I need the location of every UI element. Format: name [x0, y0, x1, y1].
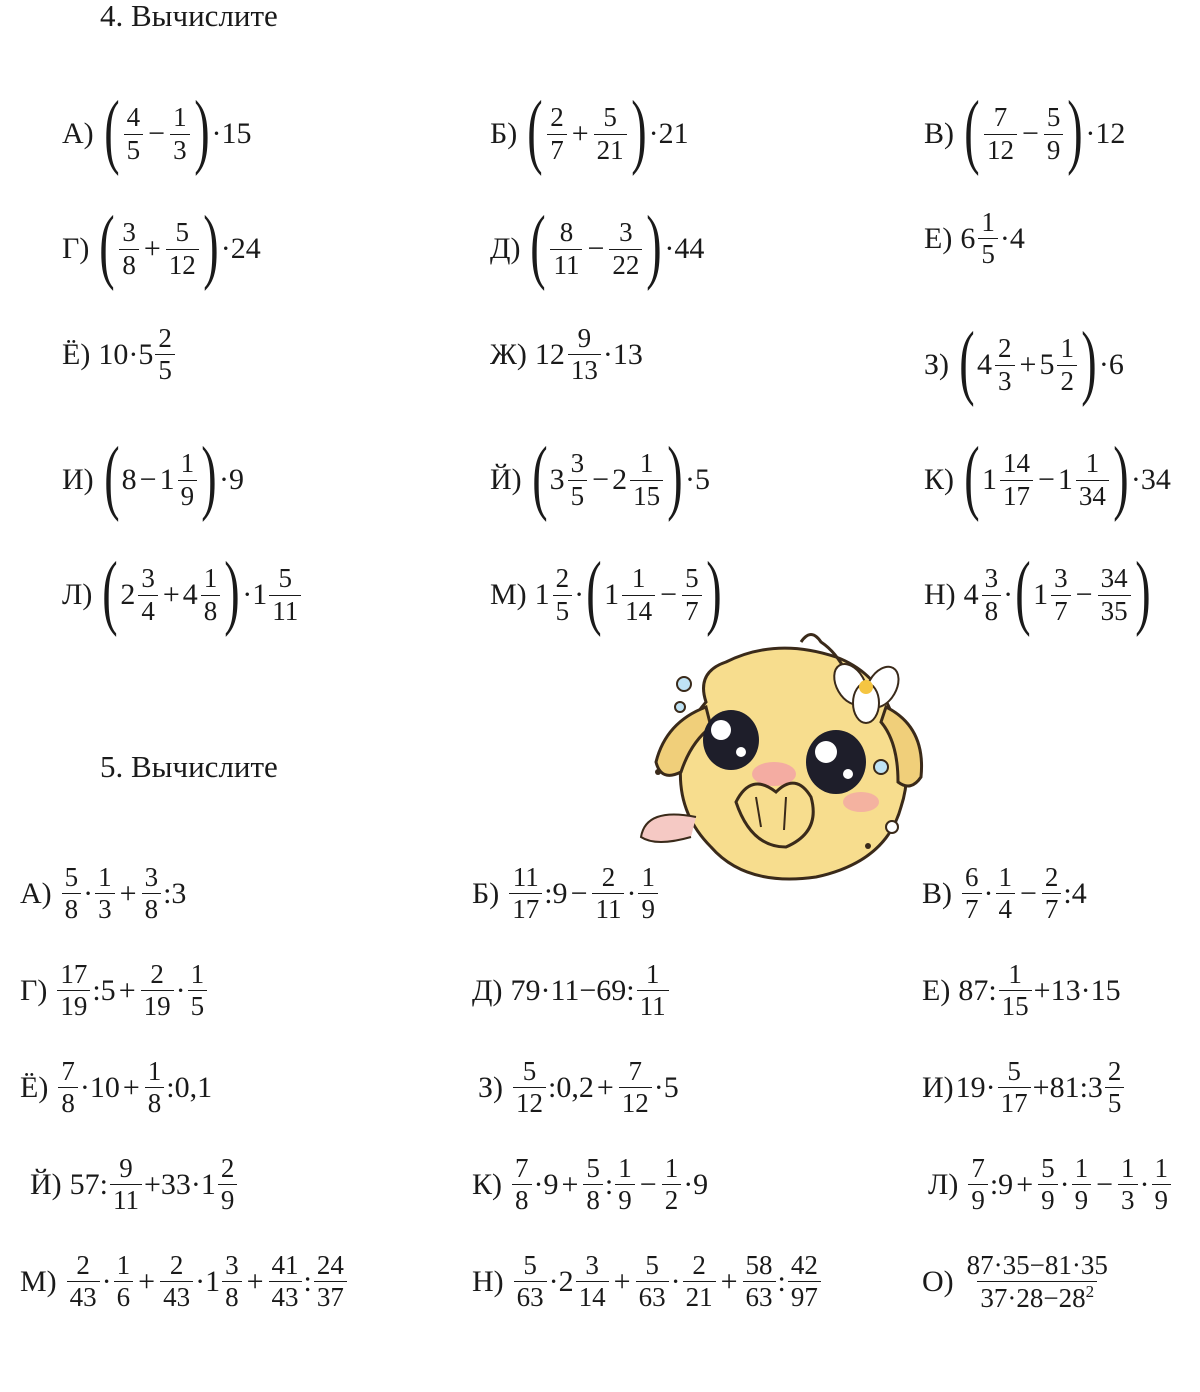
problem-label: З) [924, 348, 950, 381]
problem-5d: Г) $\frac{17}{19}$ :5 + $\frac{2}{19}$ · $\frac{1}{5}$ [20, 959, 209, 1022]
problem-4l: К) ( 1 $\frac{14}{17}$ − 1 $\frac{1}{34}$ ) ·34 [924, 430, 1171, 523]
problem-label: Г) [62, 232, 90, 265]
problem-5j: Й) 57: $\frac{9}{11}$ +33·1 $\frac{2}{9}$ [30, 1153, 239, 1216]
section5-title: 5. Вычислите [100, 749, 278, 784]
problem-label: М) [20, 1264, 57, 1298]
problem-5e: Д) 79·11−69: $\frac{1}{11}$ [472, 959, 671, 1022]
problem-label: В) [924, 117, 954, 150]
problem-label: З) [478, 1070, 504, 1104]
problem-label: Ё) [62, 337, 91, 371]
problem-label: К) [472, 1167, 502, 1201]
problem-5a: А) $\frac{5}{8}$ · $\frac{1}{3}$ + $\frac{3}{8}$ :3 [20, 862, 187, 925]
problem-4g: Ё) 10·5 $\frac{2}{5}$ [62, 323, 177, 386]
problem-5f: Е) 87: $\frac{1}{15}$ +13·15 [922, 959, 1121, 1022]
problem-label: Е) [922, 973, 951, 1007]
problem-label: Ж) [490, 337, 527, 371]
problem-label: Г) [20, 973, 48, 1007]
problem-label: Л) [62, 578, 93, 611]
problem-4n: М) 1 $\frac{2}{5}$ · ( 1 $\frac{1}{14}$ − $\frac{5}{7}$ ) [490, 545, 722, 638]
problem-4k: Й) ( 3 $\frac{3}{5}$ − 2 $\frac{1}{15}$ ) ·5 [490, 430, 711, 523]
problem-5i: И) 19· $\frac{5}{17}$ +81:3 $\frac{2}{5}$ [922, 1056, 1126, 1119]
problem-label: В) [922, 876, 952, 910]
problem-4o: Н) 4 $\frac{3}{8}$ · ( 1 $\frac{3}{7}$ − $\frac{34}{35}$ ) [924, 545, 1151, 638]
problem-5l: Л) $\frac{7}{9}$ :9 + $\frac{5}{9}$ · $\frac{1}{9}$ − $\frac{1}{3}$ · $\frac{1}{9}$ [928, 1153, 1173, 1216]
problem-label: Е) [924, 221, 953, 255]
problem-4e: Д) ( $\frac{8}{11}$ − $\frac{3}{22}$ ) ·44 [490, 199, 705, 292]
problem-label: Н) [472, 1264, 504, 1298]
problem-4d: Г) ( $\frac{3}{8}$ + $\frac{5}{12}$ ) ·24 [62, 199, 261, 292]
crying-puppy-sticker-icon [636, 632, 936, 892]
problem-5c: В) $\frac{6}{7}$ · $\frac{1}{4}$ − $\frac{2}{7}$ :4 [922, 862, 1087, 925]
problem-label: Л) [928, 1167, 959, 1201]
problem-4b: Б) ( $\frac{2}{7}$ + $\frac{5}{21}$ ) ·21 [490, 84, 689, 177]
problem-5k: К) $\frac{7}{8}$ ·9 + $\frac{5}{8}$ : $\frac{1}{9}$ − $\frac{1}{2}$ ·9 [472, 1153, 709, 1216]
problem-label: М) [490, 578, 527, 611]
problem-5h: З) $\frac{5}{12}$ :0,2 + $\frac{7}{12}$ ·5 [478, 1056, 679, 1119]
problem-4a: А) ( $\frac{4}{5}$ − $\frac{1}{3}$ ) ·15 [62, 84, 252, 177]
problem-label: Й) [490, 463, 522, 496]
problem-label: Д) [490, 232, 521, 265]
problem-label: Д) [472, 973, 503, 1007]
problem-label: Н) [924, 578, 956, 611]
problem-label: А) [62, 117, 94, 150]
problem-5g: Ё) $\frac{7}{8}$ ·10 + $\frac{1}{8}$ :0,1 [20, 1056, 213, 1119]
problem-4f: Е) 6 $\frac{1}{5}$ ·4 [924, 207, 1025, 270]
problem-4m: Л) ( 2 $\frac{3}{4}$ + 4 $\frac{1}{8}$ ) ·1 $\frac{5}{11}$ [62, 553, 303, 637]
problem-label: О) [922, 1265, 954, 1299]
problem-label: А) [20, 876, 52, 910]
problem-label: Б) [472, 876, 500, 910]
problem-label: И) [62, 463, 94, 496]
problem-5b: Б) $\frac{11}{17}$ :9 − $\frac{2}{11}$ · $\frac{1}{9}$ [472, 862, 660, 925]
problem-5m: М) $\frac{2}{43}$ · $\frac{1}{6}$ + $\frac{2}{43}$ ·1 $\frac{3}{8}$ + $\frac{41}{43}$ : $\frac{24}{37}$ [20, 1250, 349, 1313]
problem-label: К) [924, 463, 954, 496]
problem-label: Й) [30, 1167, 62, 1201]
problem-5o: О) $\frac{87\cdot 35-81\cdot 35}{37\cdot 28-28^2}$ [922, 1250, 1108, 1314]
problem-label: Ё) [20, 1070, 49, 1104]
problem-label: Б) [490, 117, 518, 150]
problem-label: И) [922, 1070, 954, 1104]
problem-5n: Н) $\frac{5}{63}$ ·2 $\frac{3}{14}$ + $\frac{5}{63}$ · $\frac{2}{21}$ + $\frac{58}{63}$ : $\frac{42}{97}$ [472, 1250, 823, 1313]
problem-4c: В) ( $\frac{7}{12}$ − $\frac{5}{9}$ ) ·12 [924, 84, 1126, 177]
problem-4i: З) ( 4 $\frac{2}{3}$ + 5 $\frac{1}{2}$ ) ·6 [924, 315, 1124, 408]
problem-4j: И) ( 8 − 1 $\frac{1}{9}$ ) ·9 [62, 430, 245, 523]
section4-title: 4. Вычислите [100, 0, 278, 33]
problem-4h: Ж) 12 $\frac{9}{13}$ ·13 [490, 323, 643, 386]
